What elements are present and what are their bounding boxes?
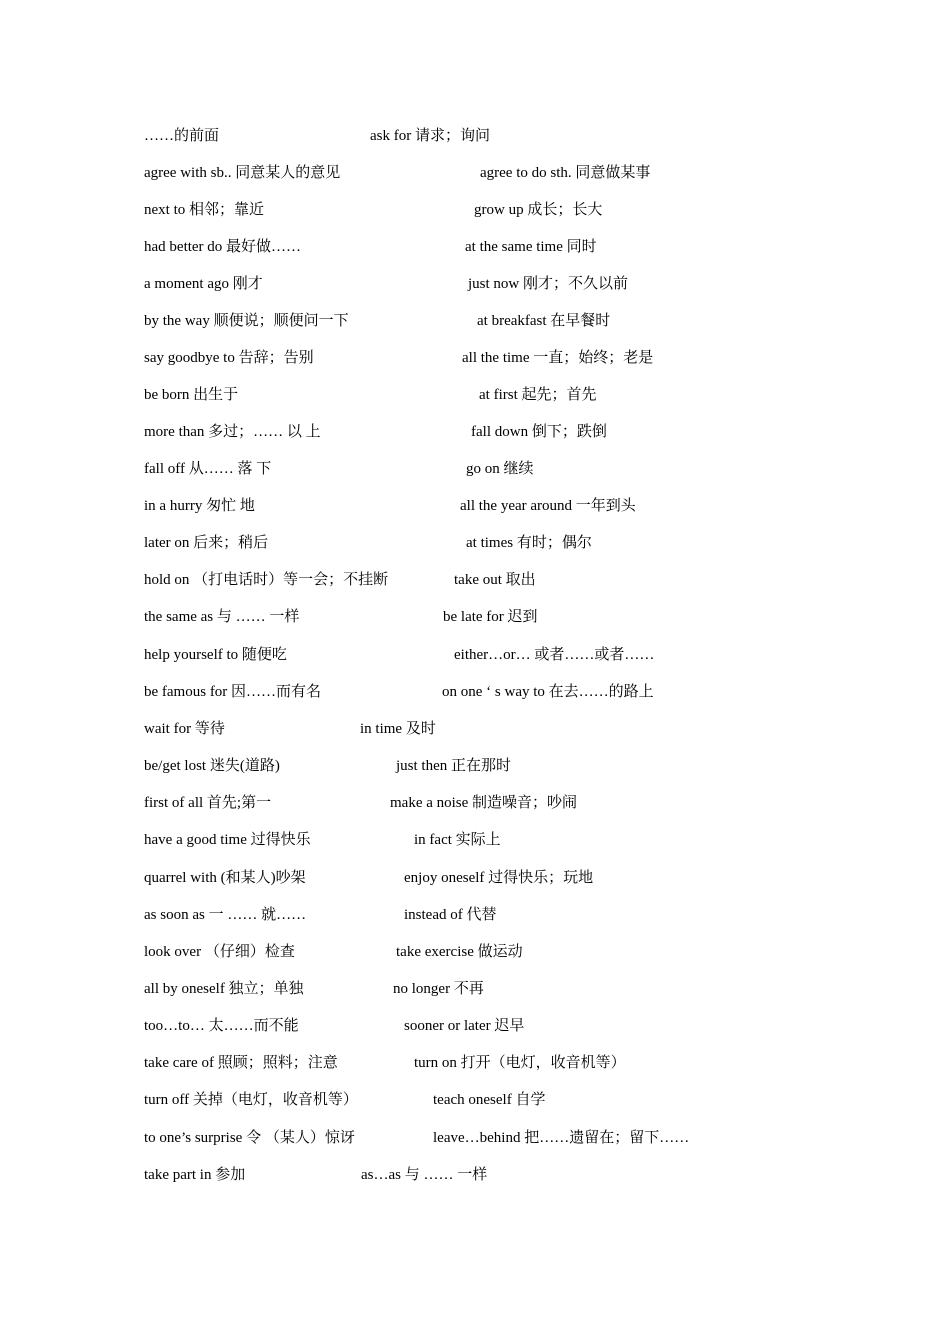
phrase-right: grow up 成长；长大 [474, 202, 603, 218]
phrase-right: enjoy oneself 过得快乐；玩地 [404, 870, 594, 886]
phrase-right: agree to do sth. 同意做某事 [480, 165, 651, 181]
phrase-right: teach oneself 自学 [433, 1092, 546, 1108]
phrase-row [0, 754, 950, 778]
phrase-left: say goodbye to 告辞；告别 [144, 350, 314, 366]
phrase-left: next to 相邻；靠近 [144, 202, 264, 218]
phrase-row [0, 235, 950, 259]
phrase-left: take care of 照顾；照料；注意 [144, 1055, 338, 1071]
phrase-left: more than 多过；…… 以 上 [144, 424, 321, 440]
phrase-row [0, 791, 950, 815]
phrase-row [0, 680, 950, 704]
phrase-left: hold on （打电话时）等一会；不挂断 [144, 572, 389, 588]
phrase-left: be born 出生于 [144, 387, 239, 403]
phrase-left: as soon as 一 …… 就…… [144, 907, 307, 923]
phrase-row [0, 1163, 950, 1187]
phrase-left: quarrel with (和某人)吵架 [144, 870, 306, 886]
phrase-left: to one’s surprise 令 （某人）惊讶 [144, 1130, 355, 1146]
phrase-right: leave…behind 把……遗留在；留下…… [433, 1130, 690, 1146]
phrase-row [0, 643, 950, 667]
phrase-right: instead of 代替 [404, 907, 497, 923]
phrase-left: help yourself to 随便吃 [144, 647, 287, 663]
phrase-row [0, 309, 950, 333]
phrase-row [0, 124, 950, 148]
phrase-right: at breakfast 在早餐时 [477, 313, 611, 329]
phrase-left: too…to… 太……而不能 [144, 1018, 299, 1034]
phrase-right: take exercise 做运动 [396, 944, 523, 960]
phrase-left: agree with sb.. 同意某人的意见 [144, 165, 341, 181]
phrase-row [0, 605, 950, 629]
phrase-row [0, 531, 950, 555]
phrase-left: a moment ago 刚才 [144, 276, 263, 292]
phrase-right: no longer 不再 [393, 981, 484, 997]
phrase-row [0, 866, 950, 890]
phrase-left: all by oneself 独立；单独 [144, 981, 304, 997]
phrase-row [0, 420, 950, 444]
phrase-left: the same as 与 …… 一样 [144, 609, 300, 625]
phrase-right: be late for 迟到 [443, 609, 538, 625]
phrase-left: later on 后来；稍后 [144, 535, 269, 551]
phrase-right: as…as 与 …… 一样 [361, 1167, 488, 1183]
phrase-left: by the way 顺便说；顺便问一下 [144, 313, 349, 329]
phrase-row [0, 494, 950, 518]
phrase-row [0, 1126, 950, 1150]
phrase-right: in fact 实际上 [414, 832, 501, 848]
phrase-row [0, 568, 950, 592]
phrase-left: fall off 从…… 落 下 [144, 461, 272, 477]
phrase-row [0, 903, 950, 927]
phrase-left: had better do 最好做…… [144, 239, 302, 255]
phrase-right: all the year around 一年到头 [460, 498, 636, 514]
phrase-right: just then 正在那时 [396, 758, 511, 774]
phrase-row [0, 977, 950, 1001]
phrase-row [0, 1088, 950, 1112]
phrase-row [0, 198, 950, 222]
phrase-left: take part in 参加 [144, 1167, 246, 1183]
phrase-row [0, 1014, 950, 1038]
phrase-left: ……的前面 [144, 128, 220, 144]
phrase-right: take out 取出 [454, 572, 536, 588]
phrase-right: at times 有时；偶尔 [466, 535, 592, 551]
phrase-row [0, 383, 950, 407]
phrase-row [0, 457, 950, 481]
phrase-right: fall down 倒下；跌倒 [471, 424, 607, 440]
phrase-right: turn on 打开（电灯，收音机等） [414, 1055, 626, 1071]
phrase-left: wait for 等待 [144, 721, 225, 737]
phrase-row [0, 1051, 950, 1075]
phrase-right: all the time 一直；始终；老是 [462, 350, 654, 366]
phrase-right: make a noise 制造噪音；吵闹 [390, 795, 578, 811]
phrase-right: just now 刚才；不久以前 [468, 276, 629, 292]
phrase-right: at the same time 同时 [465, 239, 597, 255]
phrase-left: first of all 首先;第一 [144, 795, 272, 811]
phrase-right: either…or… 或者……或者…… [454, 647, 655, 663]
phrase-row [0, 828, 950, 852]
phrase-right: sooner or later 迟早 [404, 1018, 525, 1034]
phrase-row [0, 717, 950, 741]
phrase-right: at first 起先；首先 [479, 387, 597, 403]
phrase-right: ask for 请求；询问 [370, 128, 490, 144]
phrase-left: turn off 关掉（电灯，收音机等） [144, 1092, 358, 1108]
phrase-row [0, 346, 950, 370]
phrase-right: go on 继续 [466, 461, 534, 477]
phrase-right: in time 及时 [360, 721, 436, 737]
phrase-left: be/get lost 迷失(道路) [144, 758, 280, 774]
phrase-left: look over （仔细）检查 [144, 944, 295, 960]
phrase-left: be famous for 因……而有名 [144, 684, 322, 700]
phrase-left: have a good time 过得快乐 [144, 832, 311, 848]
phrase-row [0, 272, 950, 296]
phrase-right: on one ‘ s way to 在去……的路上 [442, 684, 654, 700]
phrase-row [0, 161, 950, 185]
phrase-row [0, 940, 950, 964]
phrase-left: in a hurry 匆忙 地 [144, 498, 255, 514]
